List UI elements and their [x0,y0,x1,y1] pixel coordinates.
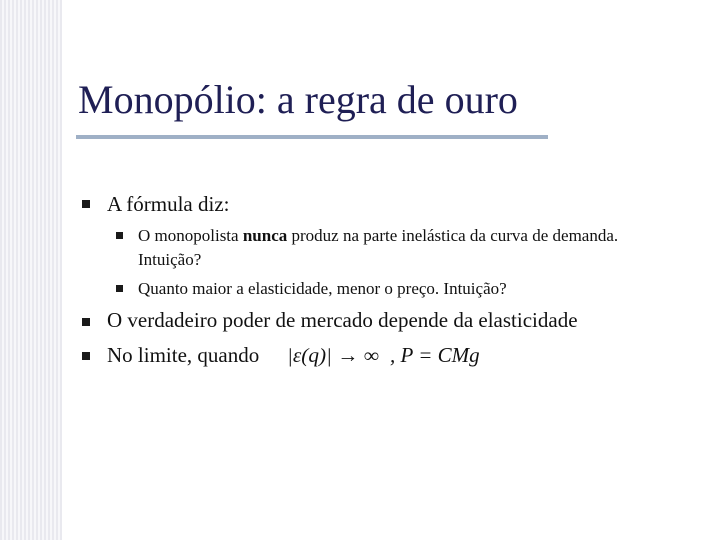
bullet-market-power: O verdadeiro poder de mercado depende da elasticidade [107,308,578,332]
bullet-marker [82,318,90,326]
sub-bullet-inelastic-part1: O monopolista [138,226,243,245]
elasticity-formula-text: |ε(q)| → ∞ [287,345,379,367]
elasticity-formula [285,342,385,368]
sub-bullet-inelastic [138,225,618,246]
decorative-stripes [0,0,62,540]
bullet-marker [82,352,90,360]
sub-bullet-marker [116,285,123,292]
sub-bullet-inelastic-part2: produz na parte inelástica da curva de demanda. [287,226,619,245]
sub-bullet-elasticity-price: Quanto maior a elasticidade, menor o preço. Intuição? [138,279,507,298]
bullet-marker [82,200,90,208]
title-underline [76,135,548,139]
bullet-formula-says: A fórmula diz: [107,192,230,216]
bullet-limit-prefix: No limite, quando [107,343,260,367]
sub-bullet-marker [116,232,123,239]
bullet-limit-suffix: , P = CMg [390,343,480,367]
emphasis-nunca: nunca [242,226,288,245]
sub-bullet-inelastic-line2: Intuição? [138,250,202,269]
slide-title: Monopólio: a regra de ouro [78,77,518,122]
